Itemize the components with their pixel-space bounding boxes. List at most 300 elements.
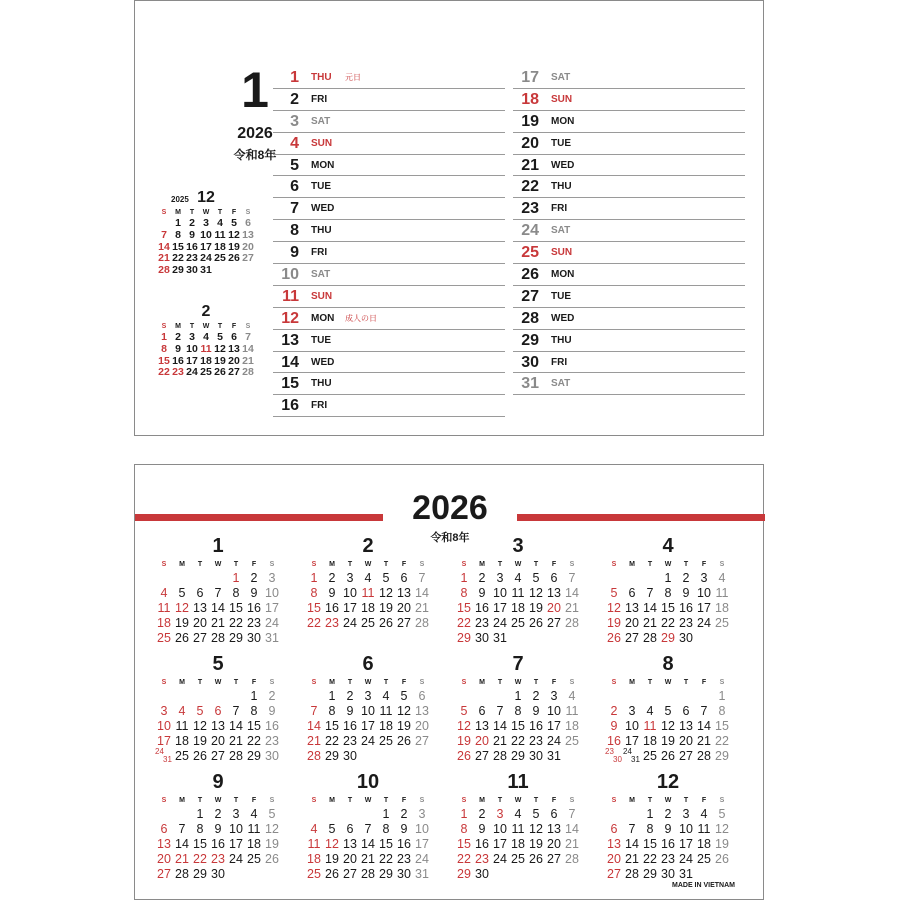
day-cell: 16: [397, 837, 411, 851]
day-cell: 13: [625, 601, 639, 615]
day-cell: 11: [697, 822, 711, 836]
mini-day-cell: 5: [217, 331, 223, 343]
day-cell: 8: [664, 586, 672, 600]
day-row: [513, 198, 745, 220]
day-cell: 5: [610, 586, 618, 600]
weekday-label: S: [419, 561, 425, 568]
mini-day-cell: 18: [214, 240, 226, 253]
day-cell: 7: [628, 822, 636, 836]
day-cell: 13: [343, 837, 357, 851]
day-cell: [605, 749, 623, 764]
day-cell: 26: [457, 749, 471, 763]
mini-day-cell: 13: [242, 228, 254, 241]
year-overview-page: [134, 464, 764, 900]
day-cell: [473, 689, 491, 704]
weekday-label: S: [719, 679, 725, 686]
weekday-label: S: [569, 679, 575, 686]
day-cell: 3: [628, 704, 636, 718]
day-cell: 3: [496, 571, 504, 585]
month-grid: [605, 677, 731, 764]
day-cell: [305, 689, 323, 704]
day-cell: 5: [196, 704, 204, 718]
day-number: 2: [290, 90, 299, 108]
day-cell: 20: [343, 852, 357, 866]
day-row: [273, 111, 505, 133]
day-of-week: TUE: [311, 181, 331, 193]
day-cell: 7: [418, 571, 426, 585]
day-cell: 22: [229, 616, 243, 630]
day-cell: 22: [643, 852, 657, 866]
day-cell: [305, 807, 323, 822]
day-cell: 30: [343, 749, 357, 763]
day-cell: 2: [682, 571, 690, 585]
day-row: [513, 176, 745, 198]
day-cell: 4: [514, 807, 522, 821]
day-row: [513, 220, 745, 242]
month-number: 11: [507, 771, 529, 793]
day-cell: 1: [232, 571, 240, 585]
day-number: 6: [290, 178, 299, 196]
day-cell: 13: [679, 719, 693, 733]
day-cell: [605, 689, 623, 704]
weekday-label: S: [461, 561, 467, 568]
day-cell: 21: [415, 601, 429, 615]
day-row: [273, 395, 505, 417]
day-row: [273, 352, 505, 374]
weekday-label: W: [214, 561, 222, 568]
day-cell: 24: [697, 616, 711, 630]
month-calendar-8: [605, 653, 731, 764]
day-of-week: SUN: [551, 247, 573, 259]
day-of-week: SUN: [311, 290, 333, 302]
day-cell: 19: [397, 719, 411, 733]
day-cell: [377, 749, 395, 764]
day-cell: 22: [457, 616, 471, 630]
day-of-week: TUE: [551, 290, 571, 302]
day-cell: 7: [178, 822, 186, 836]
day-cell: 14: [415, 586, 429, 600]
day-cell: 6: [400, 571, 408, 585]
day-cell: 9: [478, 586, 486, 600]
day-cell: [155, 807, 173, 822]
day-cell: [641, 571, 659, 586]
day-cell: 16: [679, 601, 693, 615]
mini-calendar-previous: [157, 189, 255, 277]
day-cell: 19: [607, 616, 621, 630]
day-cell: 24: [493, 852, 507, 866]
day-cell: 23: [211, 852, 225, 866]
day-cell: [155, 689, 173, 704]
day-cell: 26: [325, 867, 339, 881]
day-cell: 17: [697, 601, 711, 615]
mini-day-cell: [227, 265, 241, 277]
day-cell: 10: [415, 822, 429, 836]
day-cell: 18: [175, 734, 189, 748]
day-cell: 16: [211, 837, 225, 851]
day-cell: 9: [532, 704, 540, 718]
day-of-week: THU: [311, 378, 332, 390]
day-cell: 8: [232, 586, 240, 600]
day-cell: 22: [325, 734, 339, 748]
day-cell: [413, 749, 431, 764]
mini-day-cell: 29: [172, 264, 184, 277]
day-cell: 20: [193, 616, 207, 630]
weekday-label: S: [269, 561, 275, 568]
mini-day-cell: 1: [175, 217, 181, 229]
day-cell: 16: [343, 719, 357, 733]
mini-day-cell: 6: [231, 331, 237, 343]
weekday-label: S: [311, 797, 317, 804]
day-cell: 6: [550, 807, 558, 821]
day-of-week: MON: [311, 312, 335, 324]
mini-day-cell: 10: [186, 342, 198, 355]
day-cell: 25: [511, 852, 525, 866]
day-cell: [695, 689, 713, 704]
day-cell: 16: [607, 734, 621, 748]
day-cell: 26: [193, 749, 207, 763]
day-cell: 4: [700, 807, 708, 821]
weekday-label: F: [231, 209, 237, 216]
day-of-week: TUE: [311, 334, 331, 346]
day-cell: 18: [715, 601, 729, 615]
month-calendar-2: [305, 535, 431, 631]
day-cell: 4: [382, 689, 390, 703]
day-cell: 3: [550, 689, 558, 703]
weekday-label: M: [329, 797, 335, 804]
day-cell: 17: [157, 734, 171, 748]
mini-day-cell: 2: [175, 331, 181, 343]
day-cell: 1: [664, 571, 672, 585]
day-cell: 19: [661, 734, 675, 748]
day-cell: 12: [325, 837, 339, 851]
day-cell: 24: [229, 852, 243, 866]
mini-calendar-header: [157, 303, 255, 321]
weekday-label: W: [514, 679, 522, 686]
weekday-label: T: [533, 797, 539, 804]
day-number: 23: [605, 747, 614, 756]
weekday-label: S: [161, 561, 167, 568]
weekday-label: T: [497, 797, 503, 804]
weekday-label: W: [664, 797, 672, 804]
day-cell: 28: [175, 867, 189, 881]
mini-day-cell: 8: [175, 228, 181, 241]
day-row: [273, 155, 505, 177]
day-cell: 10: [697, 586, 711, 600]
day-cell: 29: [193, 867, 207, 881]
day-cell: 23: [265, 734, 279, 748]
day-number: 23: [521, 200, 539, 218]
day-list-left: [273, 67, 505, 417]
day-of-week: FRI: [551, 203, 568, 215]
day-cell: 2: [610, 704, 618, 718]
day-cell: [341, 807, 359, 822]
day-cell: 21: [493, 734, 507, 748]
weekday-label: S: [719, 797, 725, 804]
day-cell: 1: [460, 807, 468, 821]
weekday-label: S: [269, 679, 275, 686]
weekday-label: T: [217, 209, 223, 216]
day-of-week: TUE: [551, 137, 571, 149]
day-cell: 2: [268, 689, 276, 703]
day-cell: 1: [310, 571, 318, 585]
day-cell: 25: [565, 734, 579, 748]
day-cell: 15: [643, 837, 657, 851]
weekday-label: S: [245, 209, 251, 216]
day-cell: [641, 689, 659, 704]
day-cell: 12: [193, 719, 207, 733]
mini-day-cell: 7: [161, 228, 167, 241]
day-row: [513, 67, 745, 89]
day-cell: 15: [193, 837, 207, 851]
day-cell: 4: [250, 807, 258, 821]
day-cell: 15: [325, 719, 339, 733]
day-cell: 29: [229, 631, 243, 645]
day-row: [513, 286, 745, 308]
weekday-label: W: [364, 561, 372, 568]
day-cell: 1: [646, 807, 654, 821]
day-cell: 14: [361, 837, 375, 851]
mini-day-cell: 14: [158, 240, 170, 253]
day-cell: 9: [346, 704, 354, 718]
day-cell: 12: [397, 704, 411, 718]
day-cell: 16: [325, 601, 339, 615]
day-cell: 20: [211, 734, 225, 748]
mini-day-cell: 17: [186, 354, 198, 367]
made-in-label: MADE IN VIETNAM: [672, 882, 735, 889]
day-cell: 21: [361, 852, 375, 866]
mini-day-cell: 25: [214, 252, 226, 265]
mini-day-cell: 16: [172, 354, 184, 367]
day-number: 9: [290, 244, 299, 262]
mini-day-cell: 26: [228, 252, 240, 265]
mini-day-cell: 8: [161, 342, 167, 355]
mini-day-cell: 7: [245, 331, 251, 343]
day-cell: 13: [397, 586, 411, 600]
month-grid: [455, 795, 581, 882]
weekday-label: M: [329, 679, 335, 686]
weekday-label: F: [701, 797, 707, 804]
day-row: [273, 330, 505, 352]
weekday-label: F: [251, 561, 257, 568]
day-cell: 18: [565, 719, 579, 733]
mini-day-cell: 27: [228, 366, 240, 379]
day-cell: 12: [715, 822, 729, 836]
day-cell: 15: [457, 837, 471, 851]
mini-calendar-next: [157, 303, 255, 379]
month-number: 10: [356, 771, 380, 793]
mini-day-cell: 27: [242, 252, 254, 265]
mini-day-cell: 19: [228, 240, 240, 253]
day-row: [273, 308, 505, 330]
day-cell: 27: [607, 867, 621, 881]
day-cell: 8: [514, 704, 522, 718]
day-cell: [227, 867, 245, 882]
day-cell: 8: [460, 822, 468, 836]
weekday-label: T: [197, 561, 203, 568]
day-cell: 25: [697, 852, 711, 866]
day-cell: 15: [247, 719, 261, 733]
day-cell: 30: [265, 749, 279, 763]
weekday-label: S: [311, 679, 317, 686]
day-row: [513, 89, 745, 111]
mini-day-cell: 3: [189, 331, 195, 343]
day-cell: 23: [661, 852, 675, 866]
day-cell: 15: [511, 719, 525, 733]
weekday-label: T: [197, 679, 203, 686]
weekday-label: T: [189, 209, 195, 216]
day-cell: 13: [547, 822, 561, 836]
day-cell: 27: [415, 734, 429, 748]
day-cell: [245, 867, 263, 882]
day-row: [513, 373, 745, 395]
day-cell: 11: [175, 719, 189, 733]
day-row: [273, 220, 505, 242]
day-cell: 8: [460, 586, 468, 600]
day-cell: 28: [307, 749, 321, 763]
day-cell: 14: [697, 719, 711, 733]
month-number: 5: [212, 653, 224, 675]
day-number: 31: [163, 755, 172, 764]
weekday-label: M: [329, 561, 335, 568]
weekday-label: S: [269, 797, 275, 804]
day-cell: 24: [493, 616, 507, 630]
day-of-week: SUN: [311, 137, 333, 149]
day-cell: 8: [382, 822, 390, 836]
day-cell: 17: [343, 601, 357, 615]
day-number: 18: [521, 90, 539, 108]
day-list-right: [513, 67, 745, 395]
day-cell: 5: [664, 704, 672, 718]
weekday-label: W: [364, 679, 372, 686]
day-cell: 31: [415, 867, 429, 881]
day-row: [273, 264, 505, 286]
mini-day-cell: 28: [158, 264, 170, 277]
day-cell: 22: [511, 734, 525, 748]
day-cell: 10: [361, 704, 375, 718]
day-cell: 9: [328, 586, 336, 600]
day-cell: 10: [229, 822, 243, 836]
day-cell: 10: [547, 704, 561, 718]
day-cell: 24: [265, 616, 279, 630]
day-cell: 27: [193, 631, 207, 645]
day-number: 10: [281, 266, 299, 284]
day-row: [513, 264, 745, 286]
weekday-label: F: [701, 561, 707, 568]
day-cell: 3: [268, 571, 276, 585]
day-cell: 8: [718, 704, 726, 718]
day-row: [273, 89, 505, 111]
day-cell: 14: [175, 837, 189, 851]
month-calendar-6: [305, 653, 431, 764]
day-cell: 24: [361, 734, 375, 748]
day-of-week: SAT: [311, 269, 331, 281]
day-cell: [155, 749, 173, 764]
day-cell: 4: [514, 571, 522, 585]
weekday-label: M: [479, 679, 485, 686]
day-cell: 11: [511, 822, 525, 836]
day-cell: 29: [379, 867, 393, 881]
mini-day-cell: 16: [186, 240, 198, 253]
month-number: 1: [212, 535, 224, 557]
month-grid: [155, 677, 281, 764]
day-row: [273, 176, 505, 198]
mini-day-cell: 15: [172, 240, 184, 253]
day-cell: [527, 867, 545, 882]
day-of-week: SAT: [551, 225, 571, 237]
weekday-label: S: [161, 797, 167, 804]
day-cell: 20: [157, 852, 171, 866]
weekday-label: M: [175, 209, 181, 216]
day-cell: 6: [478, 704, 486, 718]
day-cell: 25: [379, 734, 393, 748]
day-cell: 29: [325, 749, 339, 763]
weekday-label: T: [383, 679, 389, 686]
day-cell: 30: [529, 749, 543, 763]
weekday-label: W: [514, 561, 522, 568]
mini-day-cell: [213, 265, 227, 277]
weekday-label: F: [401, 561, 407, 568]
day-cell: 4: [178, 704, 186, 718]
mini-day-cell: [241, 265, 255, 277]
day-cell: 20: [607, 852, 621, 866]
mini-day-cell: 23: [172, 366, 184, 379]
weekday-label: S: [461, 797, 467, 804]
month-calendar-10: [305, 771, 431, 882]
day-cell: 16: [475, 837, 489, 851]
weekday-label: T: [347, 797, 353, 804]
day-cell: [563, 867, 581, 882]
day-number: 28: [521, 309, 539, 327]
day-cell: 26: [379, 616, 393, 630]
weekday-label: T: [233, 561, 239, 568]
weekday-label: S: [245, 323, 251, 330]
weekday-label: M: [479, 561, 485, 568]
day-of-week: WED: [311, 356, 335, 368]
month-calendar-5: [155, 653, 281, 764]
day-cell: 21: [229, 734, 243, 748]
day-cell: 14: [493, 719, 507, 733]
day-number: 11: [282, 287, 299, 305]
day-cell: 25: [157, 631, 171, 645]
day-of-week: SAT: [551, 72, 571, 83]
day-cell: [173, 689, 191, 704]
day-row: [273, 198, 505, 220]
day-cell: 4: [310, 822, 318, 836]
day-cell: 5: [178, 586, 186, 600]
day-cell: 22: [661, 616, 675, 630]
day-cell: [323, 807, 341, 822]
day-row: [273, 373, 505, 395]
mini-day-cell: 11: [214, 228, 226, 241]
day-cell: 17: [493, 601, 507, 615]
day-cell: 11: [643, 719, 657, 733]
day-cell: [623, 571, 641, 586]
day-number: 26: [521, 266, 539, 284]
day-cell: 22: [457, 852, 471, 866]
weekday-label: F: [251, 679, 257, 686]
day-cell: 16: [529, 719, 543, 733]
day-of-week: FRI: [311, 400, 328, 412]
day-cell: 29: [511, 749, 525, 763]
day-number: 14: [281, 353, 299, 371]
day-cell: 7: [568, 807, 576, 821]
day-cell: 5: [532, 571, 540, 585]
day-cell: 28: [493, 749, 507, 763]
day-cell: 5: [382, 571, 390, 585]
day-cell: [713, 867, 731, 882]
day-cell: 8: [310, 586, 318, 600]
day-cell: 17: [547, 719, 561, 733]
